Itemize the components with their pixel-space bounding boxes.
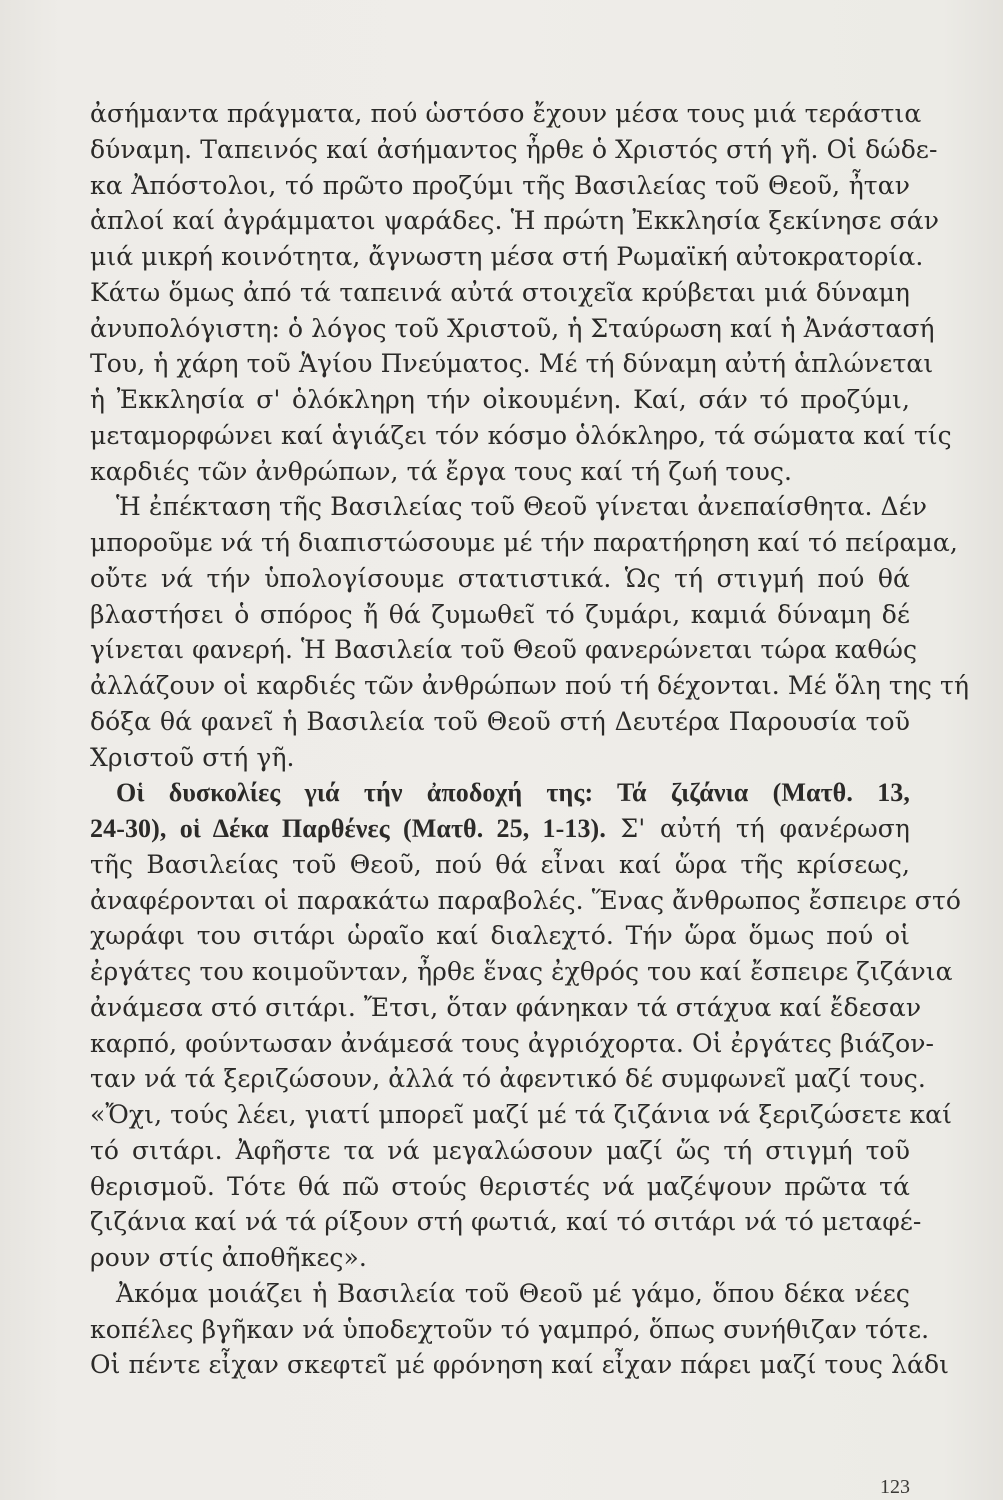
text-line: Του, ἡ χάρη τοῦ Ἁγίου Πνεύματος. Μέ τή δύναμη αὐτή ἁπλώνεται (90, 349, 934, 379)
text-line: οὔτε νά τήν ὑπολογίσουμε στατιστικά. Ὡς τή στιγμή πού θά (90, 563, 910, 593)
text-line: θερισμοῦ. Τότε θά πῶ στούς θεριστές νά μαζέψουν πρῶτα τά (90, 1171, 910, 1201)
text-line: βλαστήσει ὁ σπόρος ἤ θά ζυμωθεῖ τό ζυμάρι, καμιά δύναμη δέ (90, 599, 910, 629)
text-line: ἐργάτες του κοιμοῦνταν, ἦρθε ἕνας ἐχθρός του καί ἔσπειρε ζιζάνια (90, 957, 953, 986)
text-line: Ἡ ἐπέκταση τῆς Βασιλείας τοῦ Θεοῦ γίνεται ἀνεπαίσθητα. Δέν (116, 492, 928, 522)
text-line: Ἀκόμα μοιάζει ἡ Βασιλεία τοῦ Θεοῦ μέ γάμο, ὅπου δέκα νέες (116, 1278, 910, 1308)
text-line: ἀλλάζουν οἱ καρδιές τῶν ἀνθρώπων πού τή δέχονται. Μέ ὅλη της τή (90, 671, 970, 700)
text-line: μποροῦμε νά τή διαπιστώσουμε μέ τήν παρατήρηση καί τό πείραμα, (90, 528, 958, 557)
page-number: 123 (880, 1476, 910, 1498)
text-line: χωράφι του σιτάρι ὡραῖο καί διαλεχτό. Τήν ὥρα ὅμως πού οἱ (90, 921, 910, 951)
text-line: τῆς Βασιλείας τοῦ Θεοῦ, πού θά εἶναι καί ὥρα τῆς κρίσεως, (90, 849, 910, 879)
text-line: ἀναφέρονται οἱ παρακάτω παραβολές. Ἕνας ἄνθρωπος ἔσπειρε στό (90, 885, 962, 915)
text-line: ἡ Ἐκκλησία σ' ὁλόκληρη τήν οἰκουμένη. Καί, σάν τό προζύμι, (90, 385, 910, 414)
text-line: Κάτω ὅμως ἀπό τά ταπεινά αὐτά στοιχεῖα κρύβεται μιά δύναμη (90, 277, 910, 307)
text-line: ἀνάμεσα στό σιτάρι. Ἔτσι, ὅταν φάνηκαν τά στάχυα καί ἔδεσαν (90, 992, 922, 1022)
text-line: δόξα θά φανεῖ ἡ Βασιλεία τοῦ Θεοῦ στή Δευτέρα Παρουσία τοῦ (90, 706, 910, 736)
text-line: «Ὄχι, τούς λέει, γιατί μπορεῖ μαζί μέ τά ζιζάνια νά ξεριζώσετε καί (90, 1100, 953, 1129)
text-line: καρδιές τῶν ἀνθρώπων, τά ἔργα τους καί τή ζωή τους. (90, 456, 793, 486)
text-line: ἁπλοί καί ἀγράμματοι ψαράδες. Ἡ πρώτη Ἐκκλησία ξεκίνησε σάν (90, 206, 940, 236)
text-line: ρουν στίς ἀποθῆκες». (90, 1243, 367, 1272)
text-line: γίνεται φανερή. Ἡ Βασιλεία τοῦ Θεοῦ φανερώνεται τώρα καθώς (90, 635, 918, 665)
section-heading: Οἱ δυσκολίες γιά τήν ἀποδοχή της: Τά ζιζάνια (Ματθ. 13, (116, 778, 910, 808)
text-line: κα Ἀπόστολοι, τό πρῶτο προζύμι τῆς Βασιλείας τοῦ Θεοῦ, ἦταν (90, 170, 910, 200)
text-line: κοπέλες βγῆκαν νά ὑποδεχτοῦν τό γαμπρό, ὅπως συνήθιζαν τότε. (90, 1314, 930, 1344)
text-line: μεταμορφώνει καί ἁγιάζει τόν κόσμο ὁλόκληρο, τά σώματα καί τίς (90, 420, 952, 450)
text-line (90, 811, 910, 847)
section-heading-continued: 24-30), οἱ Δέκα Παρθένες (Ματθ. 25, 1-13). (90, 814, 606, 843)
text-line: Οἱ πέντε εἶχαν σκεφτεῖ μέ φρόνηση καί εἶχαν πάρει μαζί τους λάδι (90, 1350, 950, 1380)
text-line: τό σιτάρι. Ἀφῆστε τα νά μεγαλώσουν μαζί ὥς τή στιγμή τοῦ (90, 1135, 910, 1165)
text-line: Χριστοῦ στή γῆ. (90, 742, 295, 772)
text-line-tail: Σ' αὐτή τή φανέρωση (605, 814, 910, 843)
body-text (90, 96, 970, 1383)
text-line: ἀνυπολόγιστη: ὁ λόγος τοῦ Χριστοῦ, ἡ Σταύρωση καί ἡ Ἀνάστασή (90, 313, 935, 343)
text-line: ἀσήμαντα πράγματα, πού ὡστόσο ἔχουν μέσα τους μιά τεράστια (90, 99, 922, 128)
text-line: καρπό, φούντωσαν ἀνάμεσά τους ἀγριόχορτα. Οἱ ἐργάτες βιάζον- (90, 1028, 935, 1058)
text-line: ζιζάνια καί νά τά ρίξουν στή φωτιά, καί τό σιτάρι νά τό μεταφέ- (90, 1207, 922, 1237)
text-line: δύναμη. Ταπεινός καί ἀσήμαντος ἦρθε ὁ Χριστός στή γῆ. Οἱ δώδε- (90, 134, 938, 164)
text-line: μιά μικρή κοινότητα, ἄγνωστη μέσα στή Ρωμαϊκή αὐτοκρατορία. (90, 242, 924, 271)
text-line: ταν νά τά ξεριζώσουν, ἀλλά τό ἀφεντικό δέ συμφωνεῖ μαζί τους. (90, 1064, 926, 1094)
